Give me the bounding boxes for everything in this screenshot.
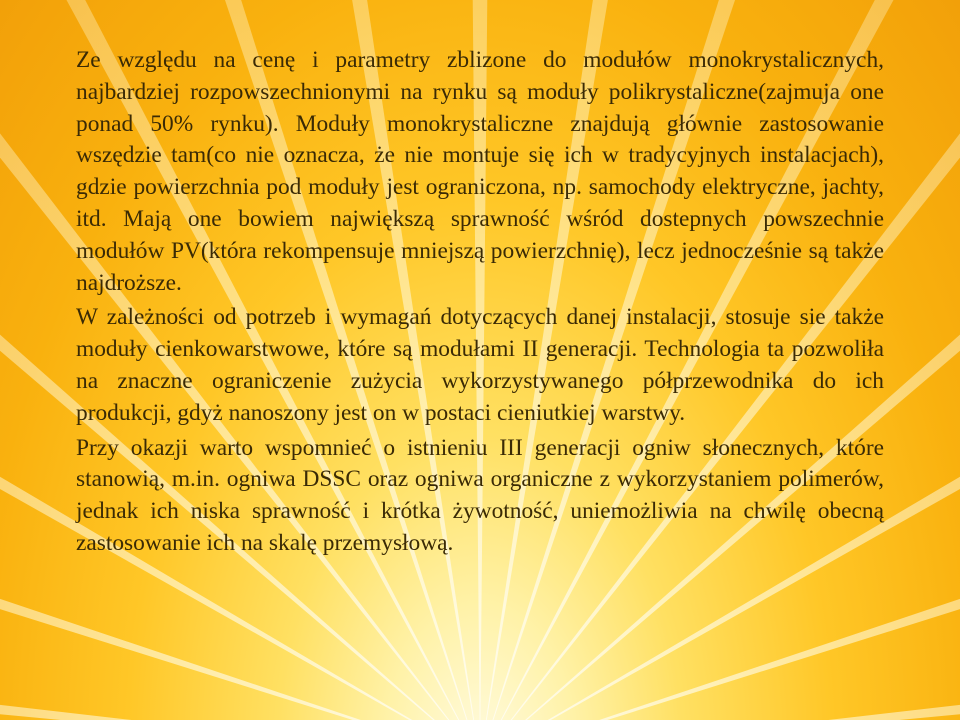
paragraph-module-types: Ze względu na cenę i parametry zblizone do modułów monokrystalicznych, najbardziej rozpowszechnionymi na rynku są moduły polikrystaliczne(zajmuja one ponad 50% rynku). Moduły monokrystaliczne znajdują głównie zastosowanie wszędzie tam(co nie oznacza, że nie montuje się ich w tradycyjnych instalacjach), gdzie powierzchnia pod moduły jest ograniczona, np. samochody elektryczne, jachty, itd. Mają one bowiem największą sprawność wśród dostepnych powszechnie modułów PV(która rekompensuje mniejszą powierzchnię), lecz jednocześnie są także najdroższe.	[76, 47, 884, 296]
sun-ray	[480, 600, 960, 720]
slide-body	[76, 45, 884, 563]
sun-ray	[0, 600, 480, 720]
paragraph-thin-film: W zależności od potrzeb i wymagań dotyczących danej instalacji, stosuje sie także moduły cienkowarstwowe, które są modułami II generacji. Technologia ta pozwoliła na znaczne ograniczenie zużycia wykorzystywanego półprzewodnika do ich produkcji, gdyż nanoszony jest on w postaci cieniutkiej warstwy.	[76, 304, 884, 426]
paragraph-third-generation: Przy okazji warto wspomnieć o istnieniu III generacji ogniw słonecznych, które stanowią, m.in. ogniwa DSSC oraz ogniwa organiczne z wykorzystaniem polimerów, jednak ich niska sprawność i krótka żywotność, uniemożliwia na chwilę obecną zastosowanie ich na skalę przemysłową.	[76, 434, 884, 556]
